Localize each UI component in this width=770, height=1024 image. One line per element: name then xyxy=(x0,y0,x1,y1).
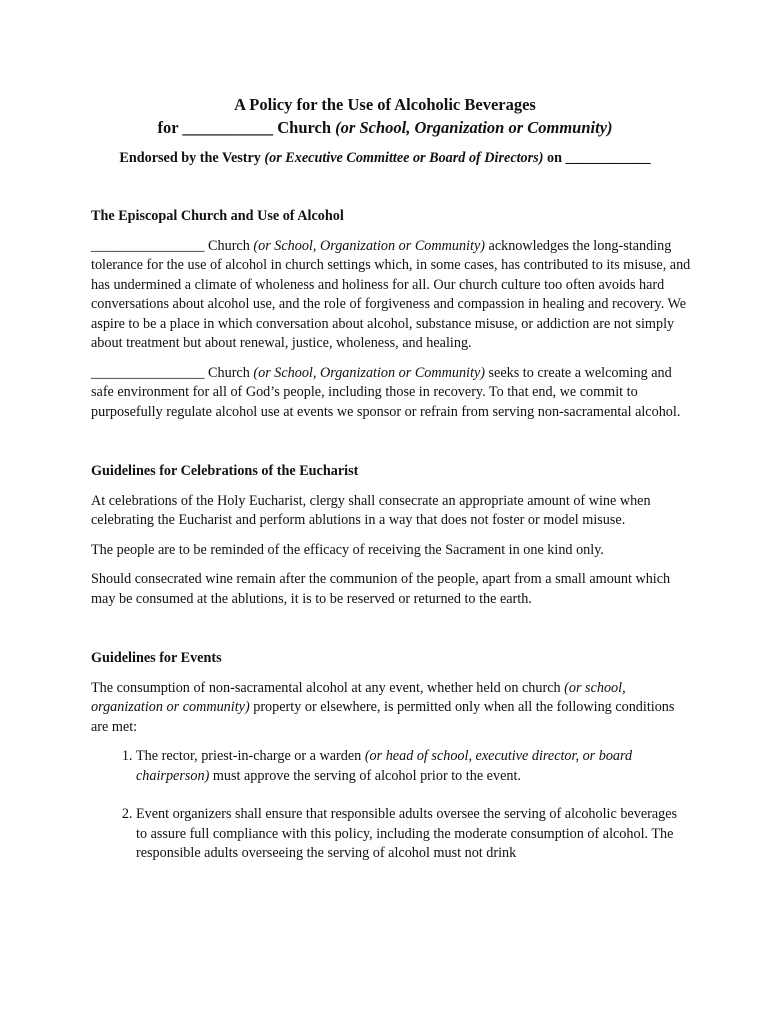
item-suffix: must approve the serving of alcohol prior to the event. xyxy=(209,767,521,784)
endorse-suffix: on ____________ xyxy=(543,150,651,166)
para-prefix: ________________ Church xyxy=(91,364,254,381)
section-spacer xyxy=(91,619,691,649)
document-body xyxy=(91,207,691,883)
paragraph-episcopal-1 xyxy=(91,237,691,354)
para-prefix: The consumption of non-sacramental alcohol at any event, whether held on church xyxy=(91,679,565,696)
document-title-line2 xyxy=(0,116,770,139)
endorse-prefix: Endorsed by the Vestry xyxy=(119,150,265,166)
para-suffix: acknowledges the long-standing tolerance for the use of alcohol in church settings which, in some cases, has contributed to its misuse, and has undermined a climate of wholeness and holiness for all. Our church culture too often avoids hard conversations about alcohol use, and the role of forgiveness and compassion in healing and recovery. We aspire to be a place in which conversation about alcohol, substance misuse, or addiction are not simply about treatment but about renewal, justice, wholeness, and healing. xyxy=(91,237,691,351)
para-suffix: seeks to create a welcoming and safe environment for all of God’s people, including those in recovery. To that end, we commit to purposefully regulate alcohol use at events we sponsor or refrain from serving non-sacramental alcohol. xyxy=(91,364,681,420)
para-prefix: ________________ Church xyxy=(91,237,254,254)
para-italic: (or school, organization or community) xyxy=(91,679,626,715)
para-suffix: property or elsewhere, is permitted only when all the following conditions are met: xyxy=(91,699,675,735)
endorse-italic: (or Executive Committee or Board of Directors) xyxy=(264,150,544,166)
paragraph-episcopal-2 xyxy=(91,364,691,423)
title-line2-prefix: for ___________ Church xyxy=(157,118,336,137)
item-prefix: The rector, priest-in-charge or a warden xyxy=(136,748,365,764)
item-italic: (or head of school, executive director, or board chairperson) xyxy=(136,748,633,784)
title-line1: A Policy for the Use of Alcoholic Beverages xyxy=(234,95,536,114)
endorsement-line xyxy=(0,148,770,168)
paragraph-events-1 xyxy=(91,679,691,738)
para-italic: (or School, Organization or Community) xyxy=(253,364,485,381)
section-spacer xyxy=(91,432,691,462)
section-heading-events: Guidelines for Events xyxy=(91,650,222,666)
events-conditions-list xyxy=(91,747,691,864)
list-item xyxy=(136,747,691,786)
section-heading-eucharist: Guidelines for Celebrations of the Eucharist xyxy=(91,463,359,479)
section-heading-episcopal: The Episcopal Church and Use of Alcohol xyxy=(91,208,344,224)
title-line2-italic: (or School, Organization or Community) xyxy=(335,118,613,137)
paragraph-eucharist-1: At celebrations of the Holy Eucharist, clergy shall consecrate an appropriate amount of wine when celebrating the Eucharist and perform ablutions in a way that does not foster or model misuse. xyxy=(91,492,651,528)
paragraph-eucharist-3: Should consecrated wine remain after the communion of the people, apart from a small amount which may be consumed at the ablutions, it is to be reserved or returned to the earth. xyxy=(91,571,671,607)
item-text: Event organizers shall ensure that responsible adults oversee the serving of alcoholic beverages to assure full compliance with this policy, including the moderate consumption of alcohol. The responsible adults overseeing the serving of alcohol must not drink xyxy=(136,806,678,861)
paragraph-eucharist-2: The people are to be reminded of the efficacy of receiving the Sacrament in one kind only. xyxy=(91,541,604,558)
list-item xyxy=(136,805,691,864)
document-title xyxy=(0,93,770,116)
para-italic: (or School, Organization or Community) xyxy=(253,237,485,254)
